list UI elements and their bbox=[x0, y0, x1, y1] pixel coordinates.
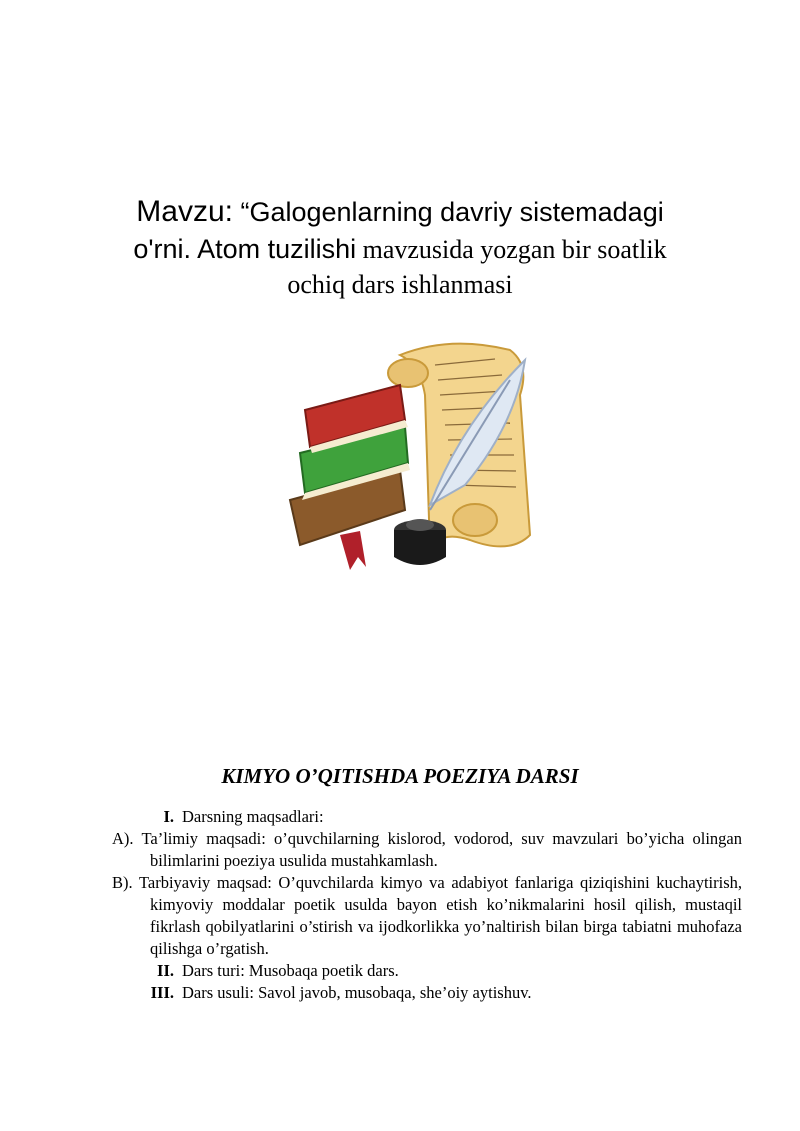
document-title bbox=[100, 192, 700, 302]
section-two bbox=[112, 960, 742, 982]
title-mavzu: Mavzu: bbox=[136, 195, 233, 228]
goal-b-label: B). bbox=[112, 873, 133, 892]
title-part1: “Galogenlarning davriy sistemadagi bbox=[232, 197, 664, 227]
section-one-text: Darsning maqsadlari: bbox=[182, 807, 324, 826]
goal-a-label: A). bbox=[112, 829, 134, 848]
goal-b-text: Tarbiyaviy maqsad: O’quvchilarda kimyo va adabiyot fanlariga qiziqishini kuchaytirish, kimyoviy moddalar poetik usulda bayon etish ko’nikmalarini hosil qilish, mustaqil fikrlash qobilyatlarini o’stirish va ijodkorlikka yo’naltirish bilan birga tabiatni muhofaza qilishga o’rgatish. bbox=[138, 873, 742, 958]
section-two-text: Dars turi: Musobaqa poetik dars. bbox=[182, 961, 399, 980]
section-three-text: Dars usuli: Savol javob, musobaqa, she’oiy aytishuv. bbox=[182, 983, 532, 1002]
goal-a-text: Ta’limiy maqsadi: o’quvchilarning kislorod, vodorod, suv mavzulari bo’yicha olingan bilimlarini poeziya usulida mustahkamlash. bbox=[141, 829, 742, 870]
title-part2: o'rni. Atom tuzilishi bbox=[133, 233, 357, 264]
goal-a bbox=[112, 828, 742, 872]
section-three-number: III. bbox=[150, 983, 174, 1002]
goal-b bbox=[112, 872, 742, 960]
title-part4: ochiq dars ishlanmasi bbox=[287, 269, 513, 299]
section-one bbox=[112, 806, 742, 828]
books-scroll-quill-icon bbox=[280, 335, 580, 575]
lesson-plan-body bbox=[112, 806, 742, 1004]
section-two-number: II. bbox=[157, 961, 174, 980]
section-one-number: I. bbox=[163, 807, 174, 826]
section-three bbox=[112, 982, 742, 1004]
title-part3: mavzusida yozgan bir soatlik bbox=[356, 234, 667, 264]
section-heading: KIMYO O’QITISHDA POEZIYA DARSI bbox=[221, 764, 579, 788]
